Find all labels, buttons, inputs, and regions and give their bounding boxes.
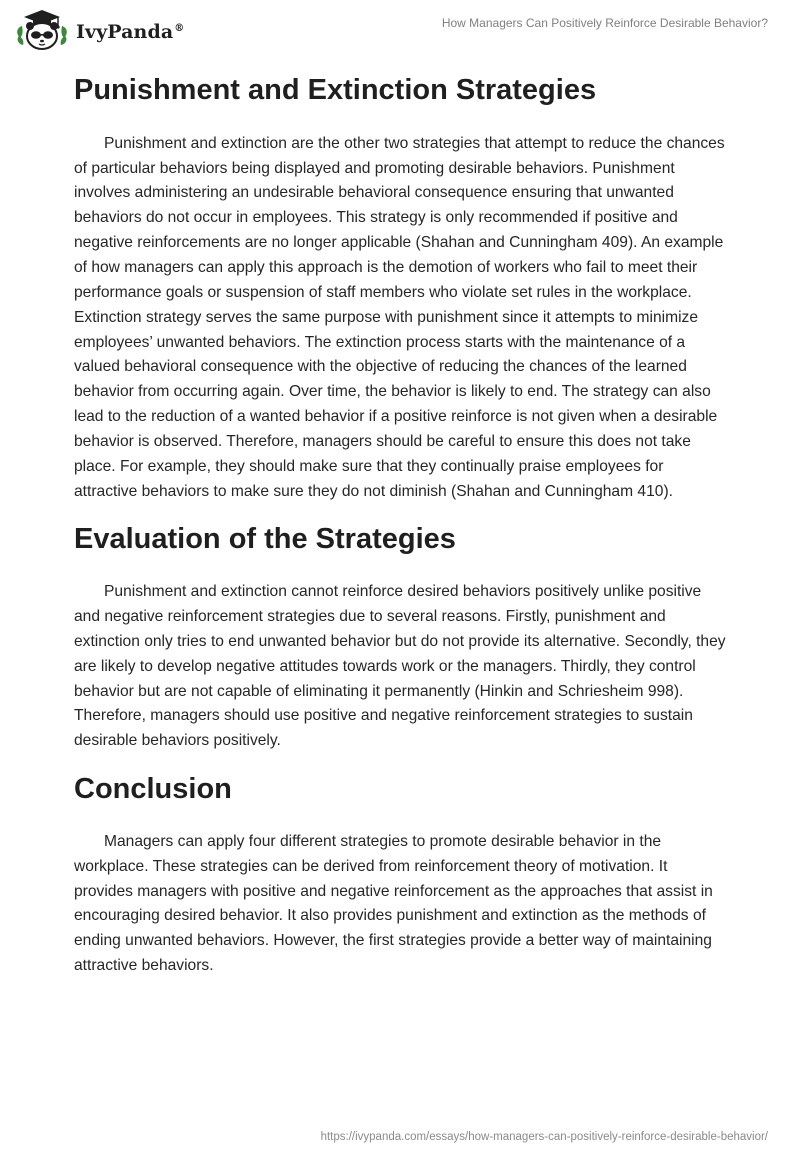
section-paragraph-evaluation: Punishment and extinction cannot reinforce desired behaviors positively unlike positive and negative reinforcement strategies due to several reasons. Firstly, punishment and extinction only tries to end unwanted behavior but do not provide its alternative. Secondly, they are likely to develop negative attitudes towards work or the managers. Thirdly, they control behavior but are not capable of eliminating it permanently (Hinkin and Schriesheim 998). Therefore, managers should use positive and negative reinforcement strategies to sustain desirable behaviors positively.: [74, 583, 726, 750]
page-header: [0, 0, 800, 62]
section-paragraph-punishment-extinction: Punishment and extinction are the other two strategies that attempt to reduce the chances of particular behaviors being displayed and promoting desirable behaviors. Punishment involves administering an undesirable behavioral consequence ensuring that unwanted behaviors do not occur in employees. This strategy is only recommended if positive and negative reinforcements are no longer applicable (Shahan and Cunningham 409). An example of how managers can apply this approach is the demotion of workers who fail to meet their performance goals or suspension of staff members who violate set rules in the workplace. Extinction strategy serves the same purpose with punishment since it attempts to minimize employees’ unwanted behaviors. The extinction process starts with the maintenance of a valued behavioral consequence with the objective of reducing the chances of the learned behavior from occurring again. Over time, the behavior is likely to end. The strategy can also lead to the reduction of a wanted behavior if a positive reinforce is not given when a desirable behavior is observed. Therefore, managers should be careful to ensure this does not take place. For example, they should make sure that they continually praise employees for attractive behaviors to make sure they do not diminish (Shahan and Cunningham 410).: [74, 134, 725, 500]
section-paragraph-conclusion: Managers can apply four different strategies to promote desirable behavior in the workplace. These strategies can be derived from reinforcement theory of motivation. It provides managers with positive and negative reinforcement as the approaches that assist in encouraging desired behavior. It also provides punishment and extinction as the methods of ending unwanted behaviors. However, the first strategies provide a better way of maintaining attractive behaviors.: [74, 832, 713, 975]
section-heading-punishment-extinction: Punishment and Extinction Strategies: [74, 74, 597, 106]
document-body: [74, 68, 730, 979]
section-heading-conclusion: Conclusion: [74, 773, 232, 806]
source-url[interactable]: https://ivypanda.com/essays/how-managers-can-positively-reinforce-desirable-behavior/: [320, 1131, 768, 1143]
ivypanda-logo[interactable]: [14, 8, 184, 52]
section-heading-evaluation: Evaluation of the Strategies: [74, 523, 456, 556]
document-title: How Managers Can Positively Reinforce Desirable Behavior?: [441, 16, 768, 30]
brand-name: IvyPanda®: [76, 21, 185, 43]
panda-graduation-cap-icon: [14, 8, 70, 52]
